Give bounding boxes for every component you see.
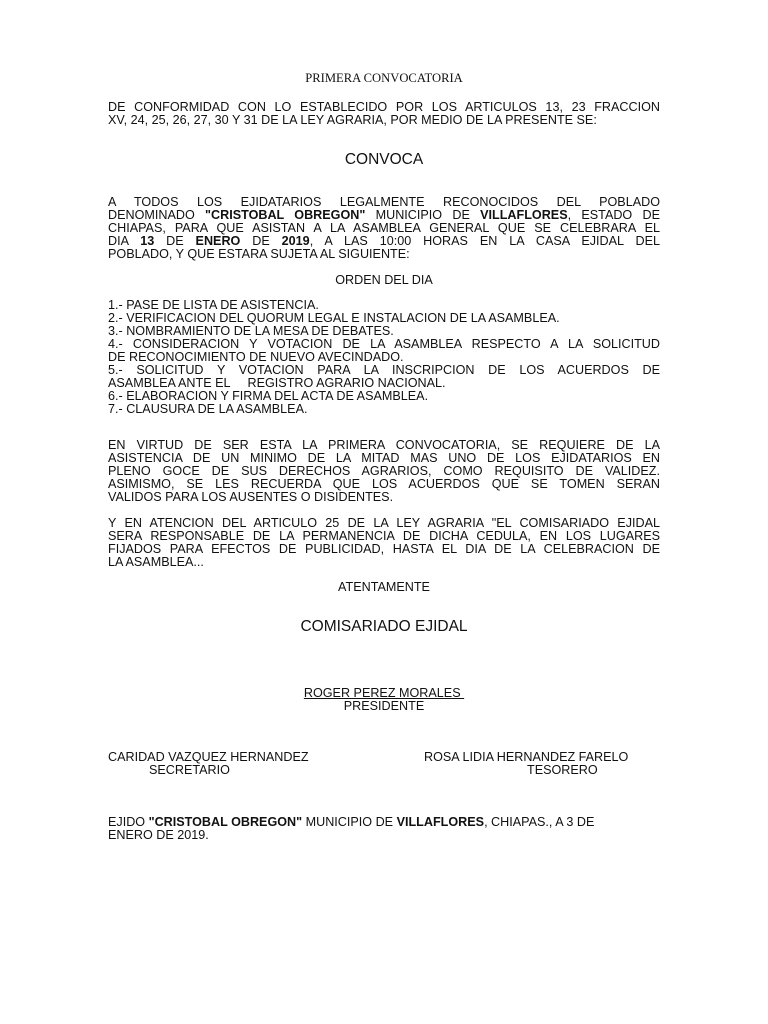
quorum-paragraph — [108, 439, 660, 504]
year-value: 2019 — [281, 234, 310, 248]
body-line: CHIAPAS, PARA QUE ASISTAN A LA ASAMBLEA GENERAL QUE SE CELEBRARA EL — [108, 221, 660, 235]
paragraph-line: PLENO GOCE DE SUS DERECHOS AGRARIOS, COMO REQUISITO DE VALIDEZ. — [108, 464, 660, 478]
list-item: 1.- PASE DE LISTA DE ASISTENCIA. — [108, 298, 319, 312]
ejido-name: "CRISTOBAL OBREGON" — [205, 208, 366, 222]
body-line: POBLADO, Y QUE ESTARA SUJETA AL SIGUIENTE: — [108, 247, 410, 261]
paragraph-line: LA ASAMBLEA... — [108, 555, 204, 569]
municipio-name: VILLAFLORES — [396, 815, 485, 829]
convocation-paragraph — [108, 196, 660, 261]
closing-salutation: ATENTAMENTE — [338, 580, 430, 594]
article-paragraph — [108, 517, 660, 569]
footer-line: EJIDO "CRISTOBAL OBREGON" MUNICIPIO DE VILLAFLORES, CHIAPAS., A 3 DE — [108, 815, 595, 829]
day-value: 13 — [140, 234, 155, 248]
list-item: 3.- NOMBRAMIENTO DE LA MESA DE DEBATES. — [108, 324, 394, 338]
paragraph-line: FIJADOS PARA EFECTOS DE PUBLICIDAD, HASTA EL DIA DE LA CELEBRACION DE — [108, 542, 660, 556]
signer-name: CARIDAD VAZQUEZ HERNANDEZ — [108, 750, 309, 764]
ejido-name: "CRISTOBAL OBREGON" — [148, 815, 303, 829]
signature-secretario — [108, 751, 328, 777]
list-item: DE RECONOCIMIENTO DE NUEVO AVECINDADO. — [108, 350, 404, 364]
signature-tesorero — [424, 751, 660, 777]
orden-heading: ORDEN DEL DIA — [335, 273, 433, 287]
intro-line: DE CONFORMIDAD CON LO ESTABLECIDO POR LOS ARTICULOS 13, 23 FRACCION — [108, 100, 660, 114]
municipio-name: VILLAFLORES — [480, 208, 568, 222]
paragraph-line: ASISTENCIA DE UN MINIMO DE LA MITAD MAS UNO DE LOS EJIDATARIOS EN — [108, 451, 660, 465]
body-line: DIA 13 DE ENERO DE 2019, A LAS 10:00 HORAS EN LA CASA EJIDAL DEL — [108, 234, 660, 248]
paragraph-line: VALIDOS PARA LOS AUSENTES O DISIDENTES. — [108, 490, 394, 504]
intro-line: XV, 24, 25, 26, 27, 30 Y 31 DE LA LEY AGRARIA, POR MEDIO DE LA PRESENTE SE: — [108, 113, 597, 127]
paragraph-line: ASIMISMO, SE LES RECUERDA QUE LOS ACUERDOS QUE SE TOMEN SERAN — [108, 477, 660, 491]
footer-line: ENERO DE 2019. — [108, 828, 209, 842]
paragraph-line: EN VIRTUD DE SER ESTA LA PRIMERA CONVOCATORIA, SE REQUIERE DE LA — [108, 438, 660, 452]
document-title: PRIMERA CONVOCATORIA — [305, 71, 463, 85]
intro-paragraph — [108, 101, 660, 127]
list-item: 4.- CONSIDERACION Y VOTACION DE LA ASAMBLEA RESPECTO A LA SOLICITUD — [108, 337, 660, 351]
list-item: 5.- SOLICITUD Y VOTACION PARA LA INSCRIPCION DE LOS ACUERDOS DE — [108, 363, 660, 377]
paragraph-line: Y EN ATENCION DEL ARTICULO 25 DE LA LEY AGRARIA "EL COMISARIADO EJIDAL — [108, 516, 660, 530]
body-line: A TODOS LOS EJIDATARIOS LEGALMENTE RECONOCIDOS DEL POBLADO — [108, 195, 660, 209]
list-item: 7.- CLAUSURA DE LA ASAMBLEA. — [108, 402, 308, 416]
signer-role: TESORERO — [527, 763, 598, 777]
signer-role: PRESIDENTE — [343, 699, 425, 713]
paragraph-line: SERA RESPONSABLE DE LA PERMANENCIA DE DICHA CEDULA, EN LOS LUGARES — [108, 529, 660, 543]
list-item: ASAMBLEA ANTE EL REGISTRO AGRARIO NACIONAL. — [108, 376, 446, 390]
signer-name: ROGER PEREZ MORALES — [303, 686, 465, 700]
signature-presidente — [108, 687, 660, 713]
comisariado-heading: COMISARIADO EJIDAL — [300, 618, 468, 635]
signer-name: ROSA LIDIA HERNANDEZ FARELO — [424, 750, 629, 764]
signer-role: SECRETARIO — [149, 763, 230, 777]
convoca-heading: CONVOCA — [344, 151, 424, 168]
body-line: DENOMINADO "CRISTOBAL OBREGON" MUNICIPIO DE VILLAFLORES, ESTADO DE — [108, 208, 660, 222]
month-value: ENERO — [195, 234, 241, 248]
list-item: 2.- VERIFICACION DEL QUORUM LEGAL E INSTALACION DE LA ASAMBLEA. — [108, 311, 560, 325]
orden-list — [108, 299, 660, 416]
list-item: 6.- ELABORACION Y FIRMA DEL ACTA DE ASAMBLEA. — [108, 389, 429, 403]
place-and-date — [108, 816, 660, 842]
